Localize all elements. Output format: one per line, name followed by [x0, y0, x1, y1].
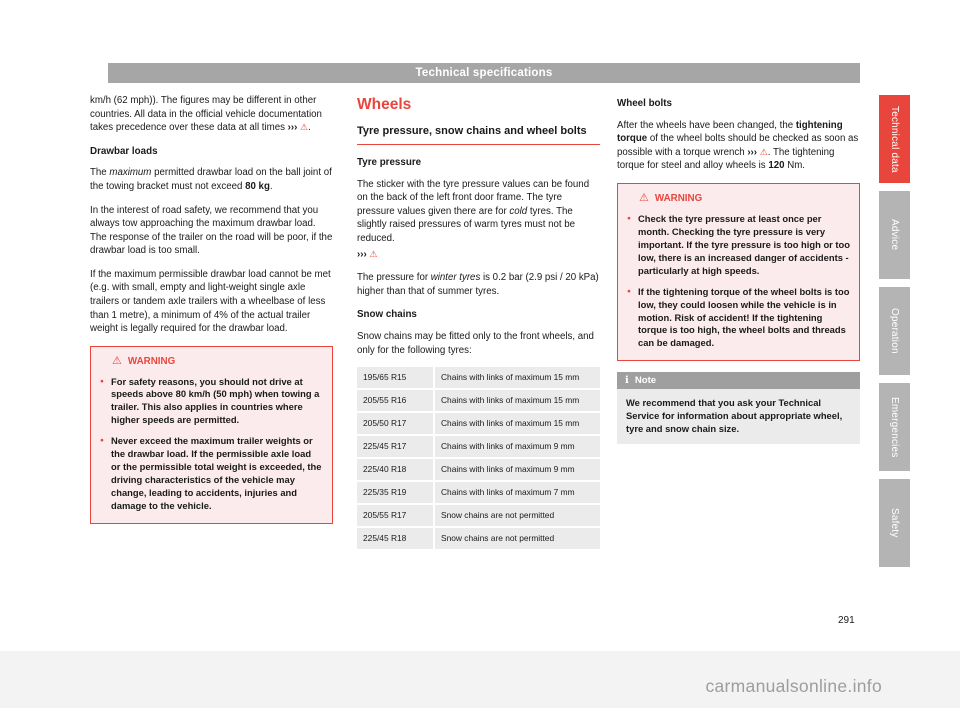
table-row	[357, 390, 600, 411]
table-row	[357, 436, 600, 457]
table-row	[357, 528, 600, 549]
chain-spec-cell: Chains with links of maximum 9 mm	[435, 436, 600, 457]
warning-title	[100, 355, 323, 369]
warning-item: ● Never exceed the maximum trailer weights or the drawbar load. If the permissible axle load or the permissible total weight is exceeded, the driving characteristics of the vehicle may change, leading to accidents, injuries and damage to the vehicle.	[100, 435, 323, 513]
table-row	[357, 413, 600, 434]
left-column	[90, 94, 333, 524]
tyre-pressure-paragraph: The sticker with the tyre pressure values can be found on the back of the left front door frame. The tyre pressure values given there are for cold tyres. The slightly raised pressures of warm tyres must not be reduced.	[357, 178, 590, 244]
page-number: 291	[838, 615, 855, 626]
road-safety-paragraph: In the interest of road safety, we recommend that you always tow approaching the maximum drawbar load. The response of the trailer on the road will be poor, if the drawbar load is too small.	[90, 204, 333, 257]
tyre-size-cell: 225/35 R19	[357, 482, 433, 503]
tyre-chain-table	[357, 367, 600, 549]
middle-column	[357, 94, 600, 551]
right-column	[617, 94, 860, 444]
warning-triangle-icon: ⚠	[112, 355, 122, 368]
chain-spec-cell: Snow chains are not permitted	[435, 528, 600, 549]
note-header	[617, 372, 860, 389]
tyre-size-cell: 205/50 R17	[357, 413, 433, 434]
warning-triangle-icon: ⚠	[639, 192, 649, 205]
warning-box	[90, 346, 333, 524]
chain-spec-cell: Chains with links of maximum 15 mm	[435, 413, 600, 434]
warning-title	[627, 192, 850, 206]
sidebar-tab-operation[interactable]: Operation	[879, 287, 910, 375]
warning-title-label: WARNING	[654, 193, 703, 205]
note-body: We recommend that you ask your Technical Service for information about appropriate wheel, tyre and snow chain size.	[617, 389, 860, 444]
table-row	[357, 459, 600, 480]
winter-tyres-paragraph: The pressure for winter tyres is 0.2 bar (2.9 psi / 20 kPa) higher than that of summer tyres.	[357, 272, 599, 297]
sidebar-tab-emergencies[interactable]: Emergencies	[879, 383, 910, 471]
watermark: carmanualsonline.info	[705, 676, 882, 696]
warning-title-label: WARNING	[127, 355, 176, 367]
sidebar-tabs	[879, 95, 910, 567]
sidebar-tab-safety[interactable]: Safety	[879, 479, 910, 567]
intro-paragraph: km/h (62 mph)). The figures may be different in other countries. All data in the official vehicle documentation takes precedence over these data at all times ››› ⚠.	[90, 95, 322, 134]
minimum-load-paragraph: If the maximum permissible drawbar load cannot be met (e.g. with small, empty and light-weight single axle trailers or tandem axle trailers with a wheelbase of less than 1 metre), a minimum of 4% of the actual trailer weight is legally required for the drawbar load.	[90, 268, 331, 335]
tyre-size-cell: 225/45 R18	[357, 528, 433, 549]
warning-item: ● If the tightening torque of the wheel bolts is too low, they could loosen while the vehicle is in motion. Risk of accident! If the tightening torque is too high, the wheel bolts and threads can be damaged.	[627, 286, 850, 351]
note-title-label: Note	[634, 375, 657, 387]
chain-spec-cell: Chains with links of maximum 7 mm	[435, 482, 600, 503]
tyre-size-cell: 225/45 R17	[357, 436, 433, 457]
chain-spec-cell: Chains with links of maximum 15 mm	[435, 367, 600, 388]
sidebar-tab-technical-data[interactable]: Technical data	[879, 95, 910, 183]
info-icon: ℹ	[625, 374, 629, 386]
warning-item: ● For safety reasons, you should not drive at speeds above 80 km/h (50 mph) when towing a trailer. This also applies in countries where higher speeds are permitted.	[100, 376, 323, 428]
tyre-size-cell: 205/55 R17	[357, 505, 433, 526]
tyre-pressure-reference: ››› ⚠	[357, 248, 378, 260]
wheel-bolts-heading: Wheel bolts	[617, 98, 672, 109]
wheel-bolts-paragraph: After the wheels have been changed, the tightening torque of the wheel bolts should be checked as soon as possible with a torque wrench ››› ⚠. The tightening torque for steel and alloy wheels is 120 Nm.	[617, 119, 859, 172]
chain-spec-cell: Snow chains are not permitted	[435, 505, 600, 526]
table-row	[357, 505, 600, 526]
tyre-pressure-subsection-title: Tyre pressure, snow chains and wheel bolts	[357, 124, 600, 145]
warning-item: ● Check the tyre pressure at least once per month. Checking the tyre pressure is very important. If the tyre pressure is too high or too low, there is an increased danger of accidents - particularly at high speeds.	[627, 213, 850, 278]
tyre-size-cell: 225/40 R18	[357, 459, 433, 480]
section-header: Technical specifications	[108, 63, 860, 83]
table-row	[357, 367, 600, 388]
chain-spec-cell: Chains with links of maximum 9 mm	[435, 459, 600, 480]
warning-box	[617, 183, 860, 361]
tyre-size-cell: 205/55 R16	[357, 390, 433, 411]
sidebar-tab-advice[interactable]: Advice	[879, 191, 910, 279]
drawbar-loads-heading: Drawbar loads	[90, 145, 158, 157]
wheels-section-title: Wheels	[357, 96, 412, 113]
chain-spec-cell: Chains with links of maximum 15 mm	[435, 390, 600, 411]
table-row	[357, 482, 600, 503]
snow-chains-heading: Snow chains	[357, 309, 417, 321]
tyre-pressure-heading: Tyre pressure	[357, 156, 422, 168]
note-box	[617, 372, 860, 444]
tyre-size-cell: 195/65 R15	[357, 367, 433, 388]
snow-chains-paragraph: Snow chains may be fitted only to the front wheels, and only for the following tyres:	[357, 331, 594, 356]
drawbar-load-paragraph: The maximum permitted drawbar load on the ball joint of the towing bracket must not exceed 80 kg.	[90, 167, 332, 193]
